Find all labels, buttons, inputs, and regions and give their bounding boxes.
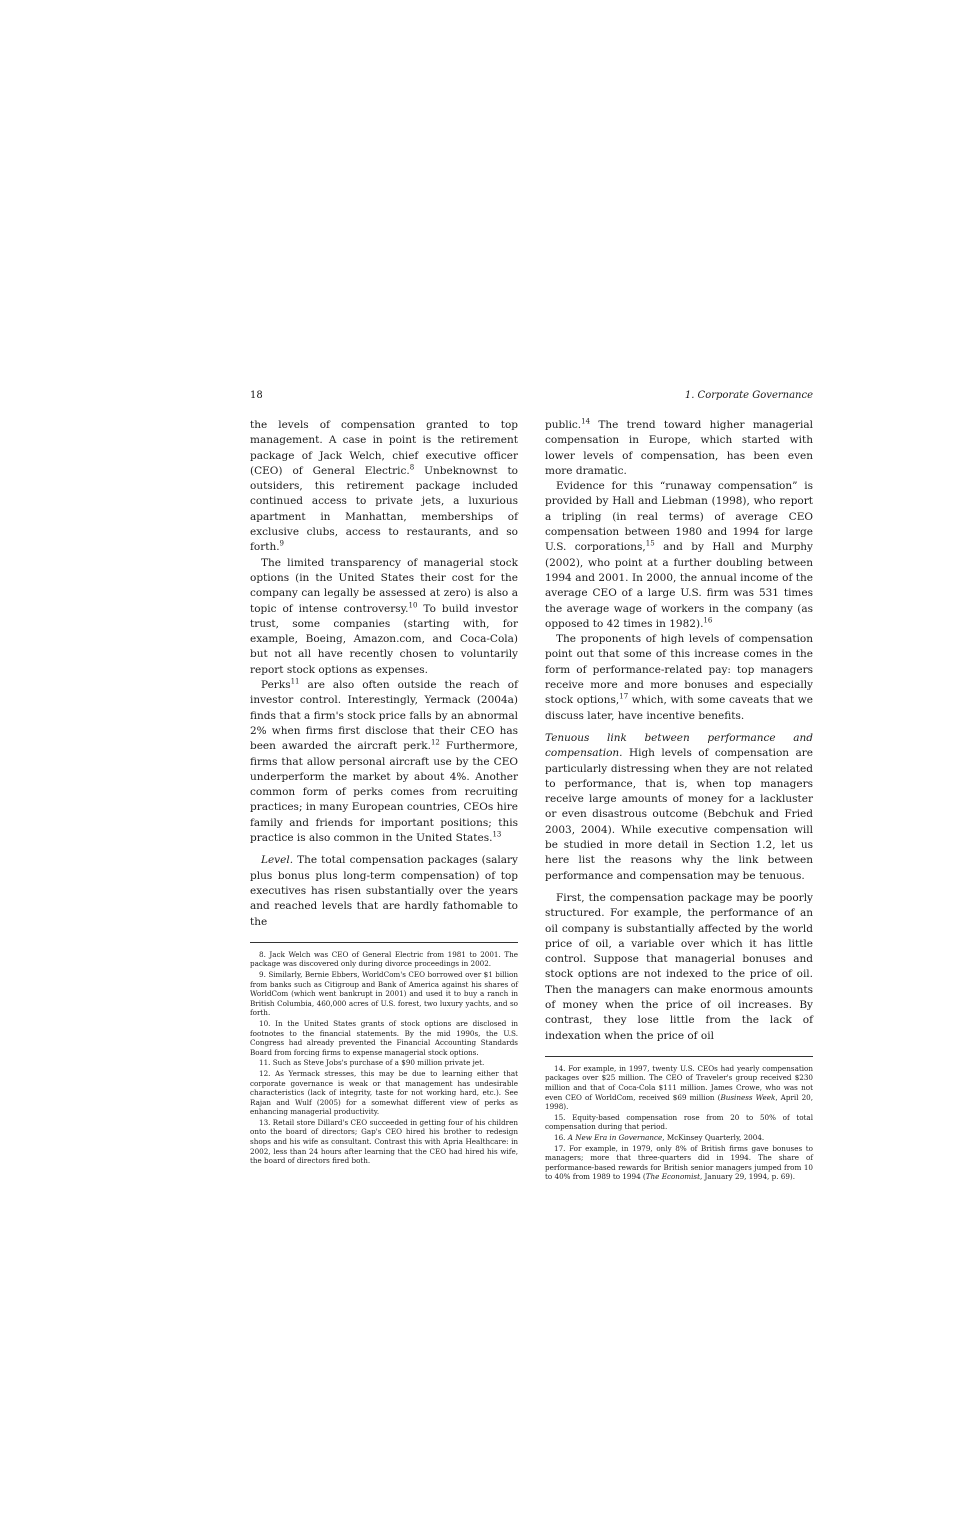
running-head bbox=[250, 389, 813, 403]
footnote-ref: 8 bbox=[409, 463, 415, 472]
paragraph: Tenuous link between performance and compensation. High levels of compensation are particularly distressing when they are not related to performance, that is, when top managers receive large amounts of money for a lackluster or even disastrous outcome (Bebchuk and Fried 2003, 2004). While executive compensation will be studied in more detail in Section 1.2, let us here list the reasons why the link between performance and compensation may be tenuous. bbox=[545, 731, 813, 882]
footnote-ref: 9 bbox=[279, 539, 285, 548]
footnote: 11. Such as Steve Jobs's purchase of a $90 million private jet. bbox=[259, 1058, 485, 1068]
footnote: 16. A New Era in Governance, McKinsey Quarterly, 2004. bbox=[554, 1133, 765, 1143]
footnote-ref: 16 bbox=[703, 616, 713, 625]
left-body-text bbox=[250, 418, 518, 930]
footnote-ref: 15 bbox=[645, 539, 655, 548]
footnote-ref: 17 bbox=[619, 692, 629, 701]
right-body-text bbox=[545, 418, 813, 1044]
footnote-rule bbox=[250, 942, 518, 943]
paragraph: Perks$^{11}$ are also often outside the reach of investor control. Interestingly, Yermack (2004a) finds that a firm's stock price falls by an abnormal 2% when firms first disclose that their CEO has been awarded the aircraft perk.$^{12}$ Furthermore, firms that allow personal aircraft use by the CEO underperform the market by about 4%. Another common form of perks comes from recruiting practices; in many European countries, CEOs hire family and friends for important positions; this practice is also common in the United States.$^{13}$ bbox=[250, 677, 519, 845]
footnote: 12. As Yermack stresses, this may be due to learning either that corporate governance is weak or that management has undesirable characteristics (lack of integrity, taste for not working hard, etc.). See Rajan and Wulf (2005) for a somewhat different view of perks as enhancing managerial productivity. bbox=[250, 1068, 518, 1117]
paragraph: The limited transparency of managerial stock options (in the United States their cost for the company can legally be assessed at zero) is also a topic of intense controversy.$^{10}$ To build investor trust, some companies (starting with, for example, Boeing, Amazon.com, and Coca-Cola) but not all have recently chosen to voluntarily report stock options as expenses. bbox=[250, 556, 518, 676]
paragraph: the levels of compensation granted to top management. A case in point is the retirement package of Jack Welch, chief executive officer (CEO) of General Electric.$^8$ Unbeknownst to outsiders, this retirement package included continued access to private jets, a luxurious apartment in Manhattan, memberships of exclusive clubs, access to restaurants, and so forth.$^9$ bbox=[250, 419, 518, 554]
right-column bbox=[545, 418, 813, 1183]
paragraph: Level. The total compensation packages (salary plus bonus plus long-term compensation) of top executives has risen substantially over the years and reached levels that are hardly fathomable to the bbox=[250, 854, 518, 928]
footnote: 10. In the United States grants of stock options are disclosed in footnotes to the financial statements. By the mid 1990s, the U.S. Congress had already prevented the Financial Accounting Standards Board from forcing firms to expense managerial stock options. bbox=[250, 1018, 518, 1057]
footnote: 8. Jack Welch was CEO of General Electric from 1981 to 2001. The package was discovered only during divorce proceedings in 2002. bbox=[250, 949, 518, 969]
chapter-title: 1. Corporate Governance bbox=[684, 390, 813, 401]
footnote: 9. Similarly, Bernie Ebbers, WorldCom's CEO borrowed over $1 billion from banks such as Citigroup and Bank of America against his shares of WorldCom (which went bankrupt in 2001) and used it to buy a ranch in British Columbia, 460,000 acres of U.S. forest, two luxury yachts, and so forth. bbox=[250, 969, 518, 1018]
paragraph: Evidence for this “runaway compensation” is provided by Hall and Liebman (1998), who report a tripling (in real terms) of average CEO compensation between 1980 and 1994 for large U.S. corporations,$^{15}$ and by Hall and Murphy (2002), who point at a further doubling between 1994 and 2001. In 2000, the annual income of the average CEO of a large U.S. firm was 531 times the average wage of workers in the company (as opposed to 42 times in 1982).$^{16}$ bbox=[545, 480, 813, 630]
book-page bbox=[250, 0, 813, 1514]
page-number: 18 bbox=[250, 390, 263, 401]
paragraph: The proponents of high levels of compensation point out that some of this increase comes in the form of performance-related pay: top managers receive more and more bonuses and especially stock options,$^{17}$ which, with some caveats that we discuss later, have incentive benefits. bbox=[545, 633, 813, 722]
footnote-ref: 10 bbox=[408, 601, 418, 610]
footnote: 17. For example, in 1979, only 8% of British firms gave bonuses to managers; more that three-quarters did in 1994. The share of performance-based rewards for British senior managers jumped from 10 to 40% from 1989 to 1994 (The Economist, January 29, 1994, p. 69). bbox=[545, 1143, 813, 1182]
paragraph: public.$^{14}$ The trend toward higher managerial compensation in Europe, which started with lower levels of compensation, has been even more dramatic. bbox=[545, 417, 813, 477]
footnote-ref: 13 bbox=[492, 830, 502, 839]
left-column bbox=[250, 418, 518, 1167]
right-footnotes bbox=[545, 1064, 813, 1182]
left-footnotes bbox=[250, 950, 518, 1166]
run-in-heading: Level. bbox=[261, 854, 294, 867]
footnote: 15. Equity-based compensation rose from 20 to 50% of total compensation during that period. bbox=[545, 1112, 813, 1132]
footnote: 13. Retail store Dillard's CEO succeeded in getting four of his children onto the board of directors; Gap's CEO hired his brother to redesign shops and his wife as consultant. Contrast this with Apria Healthcare: in 2002, less than 24 hours after learning that the CEO had hired his wife, the board of directors fired both. bbox=[250, 1117, 518, 1166]
footnote-ref: 11 bbox=[290, 677, 300, 686]
footnote-ref: 12 bbox=[430, 738, 440, 747]
footnote-ref: 14 bbox=[581, 417, 591, 426]
footnote-rule bbox=[545, 1056, 813, 1057]
footnote: 14. For example, in 1997, twenty U.S. CEOs had yearly compensation packages over $25 million. The CEO of Traveler's group received $230 million and that of Coca-Cola $111 million. James Crowe, who was not even CEO of WorldCom, received $69 million (Business Week, April 20, 1998). bbox=[545, 1063, 813, 1112]
run-in-heading: Tenuous link between performance and compensation. bbox=[545, 731, 813, 760]
paragraph: First, the compensation package may be poorly structured. For example, the performance of an oil company is substantially affected by the world price of oil, a variable over which it has little control. Suppose that managerial bonuses and stock options are not indexed to the price of oil. Then the managers can make enormous amounts of money when the price of oil increases. By contrast, they lose little from the lack of indexation when the price of oil bbox=[545, 891, 813, 1042]
